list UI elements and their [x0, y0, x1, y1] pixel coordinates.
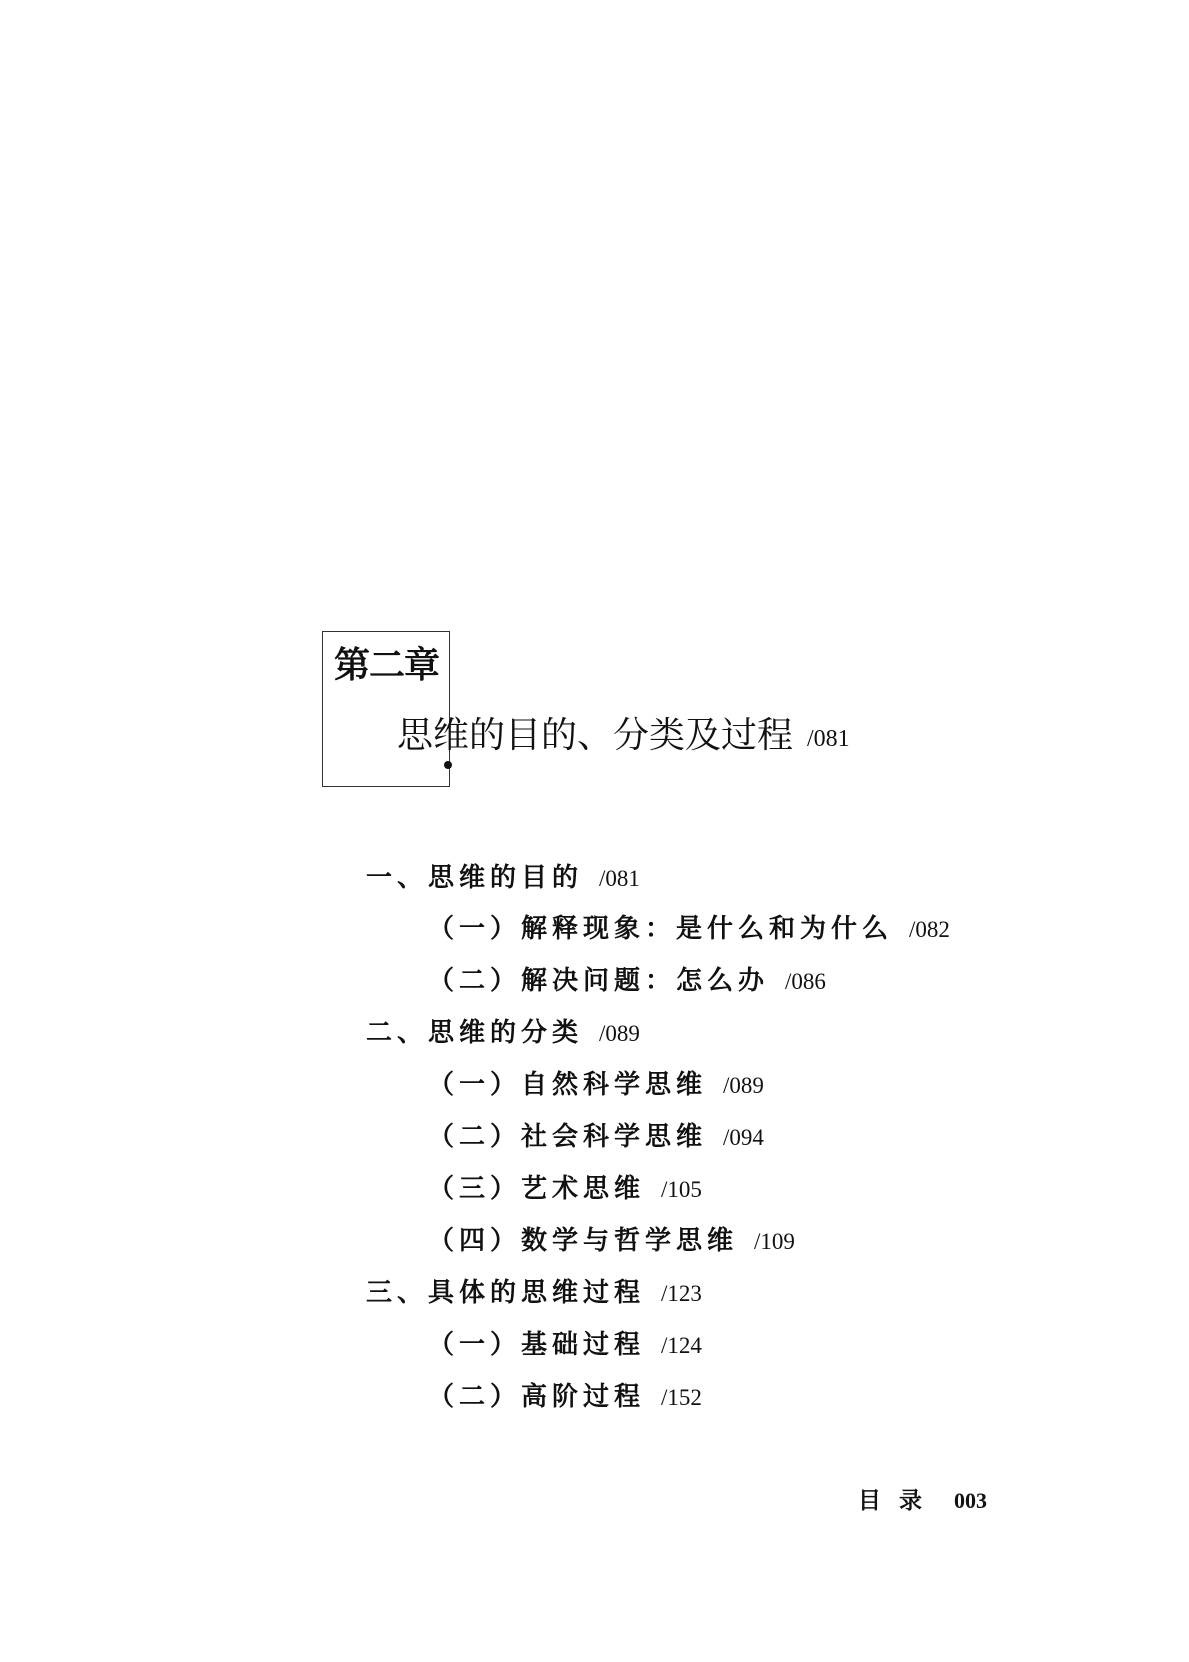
toc-entry-page: /094 [723, 1125, 764, 1150]
toc-entry-title: （一）基础过程 [428, 1330, 646, 1360]
toc-section-entry[interactable] [366, 862, 640, 895]
toc-entry-title: （三）艺术思维 [428, 1174, 646, 1204]
toc-entry-title: （二）社会科学思维 [428, 1122, 708, 1152]
toc-entry-page: /089 [723, 1073, 764, 1098]
toc-entry-title: 一、思维的目的 [366, 863, 584, 893]
toc-entry-page: /086 [785, 969, 826, 994]
chapter-title: 思维的目的、分类及过程 [397, 715, 794, 756]
toc-entry-page: /082 [909, 917, 950, 942]
toc-entry-page: /105 [661, 1177, 702, 1202]
toc-section-entry[interactable] [366, 1017, 640, 1050]
page-footer [858, 1486, 987, 1516]
toc-subsection-entry[interactable] [428, 965, 826, 998]
toc-entry-page: /152 [661, 1385, 702, 1410]
footer-page-number: 003 [954, 1488, 987, 1513]
toc-subsection-entry[interactable] [428, 1121, 764, 1154]
toc-entry-title: （一）解释现象：是什么和为什么 [428, 914, 894, 944]
toc-entry-page: /123 [661, 1281, 702, 1306]
toc-entry-title: 三、具体的思维过程 [366, 1278, 646, 1308]
chapter-label: 第二章 [334, 645, 440, 686]
toc-entry-page: /124 [661, 1333, 702, 1358]
toc-entry-title: （四）数学与哲学思维 [428, 1226, 739, 1256]
toc-subsection-entry[interactable] [428, 1381, 702, 1414]
toc-entry-title: 二、思维的分类 [366, 1018, 584, 1048]
toc-subsection-entry[interactable] [428, 1225, 795, 1258]
toc-entry-title: （二）解决问题：怎么办 [428, 966, 770, 996]
toc-subsection-entry[interactable] [428, 1329, 702, 1362]
toc-entry-title: （一）自然科学思维 [428, 1070, 708, 1100]
toc-section-entry[interactable] [366, 1277, 702, 1310]
frame-dot [444, 761, 452, 769]
chapter-page-number: /081 [807, 726, 850, 752]
toc-entry-page: /109 [754, 1229, 795, 1254]
toc-subsection-entry[interactable] [428, 1069, 764, 1102]
toc-entry-title: （二）高阶过程 [428, 1382, 646, 1412]
toc-entry-page: /081 [599, 866, 640, 891]
toc-entry-page: /089 [599, 1021, 640, 1046]
toc-subsection-entry[interactable] [428, 1173, 702, 1206]
footer-section-label: 目录 [858, 1487, 940, 1514]
toc-subsection-entry[interactable] [428, 913, 950, 946]
